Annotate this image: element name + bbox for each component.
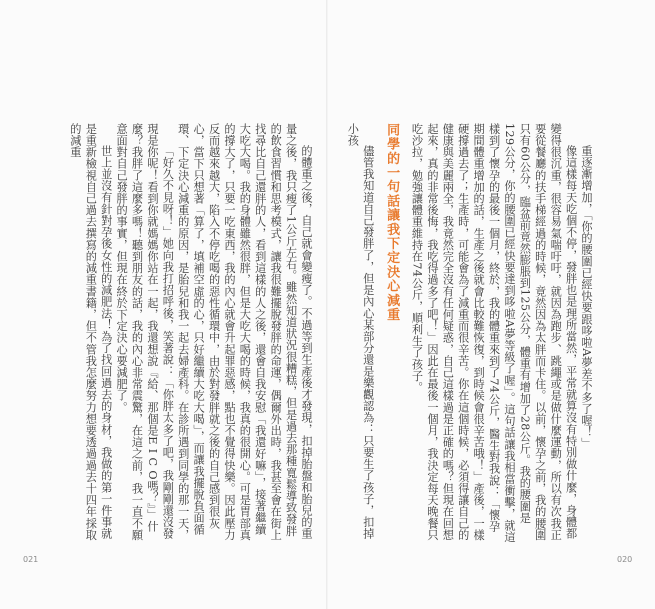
page-number-left: 021: [23, 555, 39, 564]
paragraph: 「好久不見呀！」她向我打招呼後，笑著說：「你胖太多了吧，我剛剛還沒發現是你呢！看到你就媽媽你站在一起，我還想說『給、那個是E I C O嗎？』」什麼？我胖了這麼多嗎！聽到朋友的話，我的內心非常震驚，在這之前，我一直不願意面對自己發胖的事實，但現在終於下定決心要減肥了。: [115, 123, 175, 541]
paragraph: 世上並沒有針對孕後女性的減肥法！為了找回過去的身材，我做的第一件事就是重新檢視自己過去撰寫的減重書籍，但不管我怎麼努力想要透過過去十四年採取的減重: [68, 123, 113, 541]
paragraph: 的體重之後，自己就會變瘦了。不過等到生產後才發現，扣掉胎盤和胎兒的重量之後，我只瘦了1公斤左右。雖然知道狀況很糟糕，但是過去那種寬鬆導致發胖的飲食習慣和思考模式，讓我很難擺脫發胖的命運，偶爾外出時，我甚至會在街上找尋比自己還胖的人，看到這樣的人之後，還會自我安慰「我還好嘛」，接著繼續大吃大喝。我的身體雖然很胖，但是大吃大喝的時候，我真的很開心。可是胃部真的撐大了，只要一吃東西，我的內心就會升起罪惡感，點也不覺得快樂。因此壓力反而越來越大，陷入不停吃喝的惡性循環中，由於對發胖就之後的自己感到很灰心，當下只想著「算了，填補空虛的心，只好繼續大吃大喝」，而讓我擺脫負面循環、下定決心減重的原因，是胎兒和我一起去婦產科。在診所遇到同學的那一天，: [176, 123, 313, 541]
right-page-text: [342, 123, 594, 543]
page-number-right: 020: [617, 555, 633, 564]
paragraph: 儘管我知道自己發胖了，但是內心某部分還是樂觀認為：只要生了孩子，扣掉小孩: [346, 123, 375, 540]
left-page-text: [62, 123, 314, 543]
paragraph: 像這樣每天吃個不停，發胖也是理所當然，平常就算沒有特別做什麼，身體都變得很沉重，很容易氣喘吁吁，就因為跑步、跳繩或是做什麼運動，所以有次我正要從餐廳的扶手梯經過的時候，竟然因為太胖而卡住。以前，懷孕之前，我的腰圍只有60公分，臨盆前竟然膨脹到125公分，體重有增加了28公斤。我的腰圍是129公分，你的腰圍已經快要達到哆啦A夢等級了喔」。這句話讓我相當衝擊，就這樣到了懷孕的最後一個月，終於，我的體重來到了74公斤，醫生對我說：「懷孕期間體重增加的話，生產之後就會比較難恢復，到時候會很辛苦哦！」產後，一樣硬撐過去了；生產時，可能會為了減重而很辛苦。你在這個時候，必須得讓自己的健康與美麗兩全，我竟然完全沒有任何疑惑，自己這樣過是正確的嗎？但現在回想起來，真的非常後悔，我吃得過多了吧！」因此在最後一個月，我決定每天晚餐只吃沙拉，勉強讓體重維持在74公斤，順利生了孩子。: [410, 123, 578, 543]
paragraph: 重逐漸增加，「你的腰圍已經快要跟哆啦A夢差不多了喔！」: [580, 145, 593, 450]
section-heading: 同學的一句話讓我下定決心減重: [384, 123, 400, 322]
page-gutter: [326, 0, 328, 609]
